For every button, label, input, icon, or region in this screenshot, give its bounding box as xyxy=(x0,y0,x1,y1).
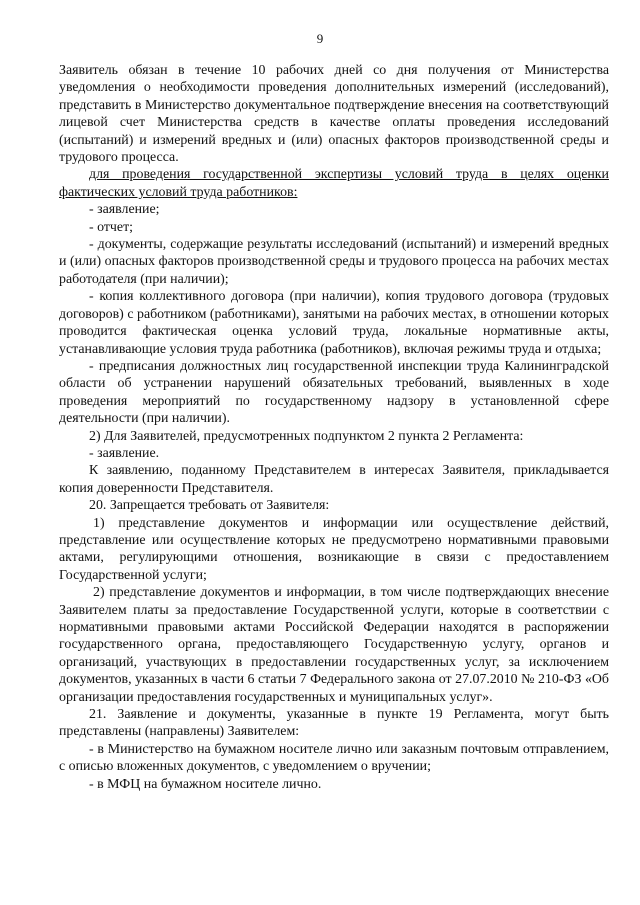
paragraph-representative: К заявлению, поданному Представителем в интересах Заявителя, прикладывается копия доверенности Представителя. xyxy=(59,463,609,496)
list-item-contract-copies: - копия коллективного договора (при наличии), копия трудового договора (трудовых договоров) с работником (работниками), занятыми на рабочих местах, в отношении которых проводится фактическая оценка условий труда, локальные нормативные акты, устанавливающие условия труда работника (работников), включая режимы труда и отдыха; xyxy=(59,289,609,357)
paragraph-20-heading: 20. Запрещается требовать от Заявителя: xyxy=(89,498,330,514)
list-item-application-2: - заявление. xyxy=(89,445,160,461)
paragraph-expertise-heading: для проведения государственной экспертизы условий труда в целях оценки фактических условий труда работников: xyxy=(59,167,609,200)
paragraph-21: 21. Заявление и документы, указанные в пункте 19 Регламента, могут быть представлены (направлены) Заявителем: xyxy=(59,707,609,740)
page-number: 9 xyxy=(316,31,324,46)
document-body xyxy=(59,62,609,793)
paragraph-applicants-subclause-2: 2) Для Заявителей, предусмотренных подпунктом 2 пункта 2 Регламента: xyxy=(89,428,524,444)
paragraph-payment-obligation: Заявитель обязан в течение 10 рабочих дней со дня получения от Министерства уведомления о необходимости проведения дополнительных измерений (исследований), представить в Министерство документальное подтверждение внесения на соответствующий лицевой счет Министерства средств в качестве оплаты проведения исследований (испытаний) и измерений вредных и (или) опасных факторов производственной среды и трудового процесса. xyxy=(59,63,609,166)
list-item-report: - отчет; xyxy=(89,219,134,235)
list-item-ministry-submission: - в Министерство на бумажном носителе лично или заказным почтовым отправлением, с описью вложенных документов, с уведомлением о вручении; xyxy=(59,741,609,775)
paragraph-20-item-1: 1) представление документов и информации или осуществление действий, представление или осуществление которых не предусмотрено нормативными правовыми актами, регулирующими отношения, возникающие в связи с предоставлением Государственной услуги; xyxy=(59,515,609,583)
list-item-application: - заявление; xyxy=(89,202,160,218)
paragraph-20-item-2: 2) представление документов и информации, в том числе подтверждающих внесение Заявителем платы за предоставление Государственной услуги, которые в соответствии с нормативными правовыми актами Российской Федерации находятся в распоряжении государственного органа, предоставляющего Государственную услугу, органов и организаций, участвующих в предоставлении государственных услуг, за исключением документов, указанных в части 6 статьи 7 Федерального закона от 27.07.2010 № 210-ФЗ «Об организации предоставления государственных и муниципальных услуг». xyxy=(59,585,609,705)
list-item-mfc-submission: - в МФЦ на бумажном носителе лично. xyxy=(89,776,322,792)
list-item-research-documents: - документы, содержащие результаты исследований (испытаний) и измерений вредных и (или) опасных факторов производственной среды и трудового процесса на рабочих местах работодателя (при наличии); xyxy=(59,237,609,287)
list-item-inspection-orders: - предписания должностных лиц государственной инспекции труда Калининградской области об устранении нарушений обязательных требований, выявленных в ходе проведения мероприятий по государственному надзору в установленной сфере деятельности (при наличии). xyxy=(59,358,609,427)
